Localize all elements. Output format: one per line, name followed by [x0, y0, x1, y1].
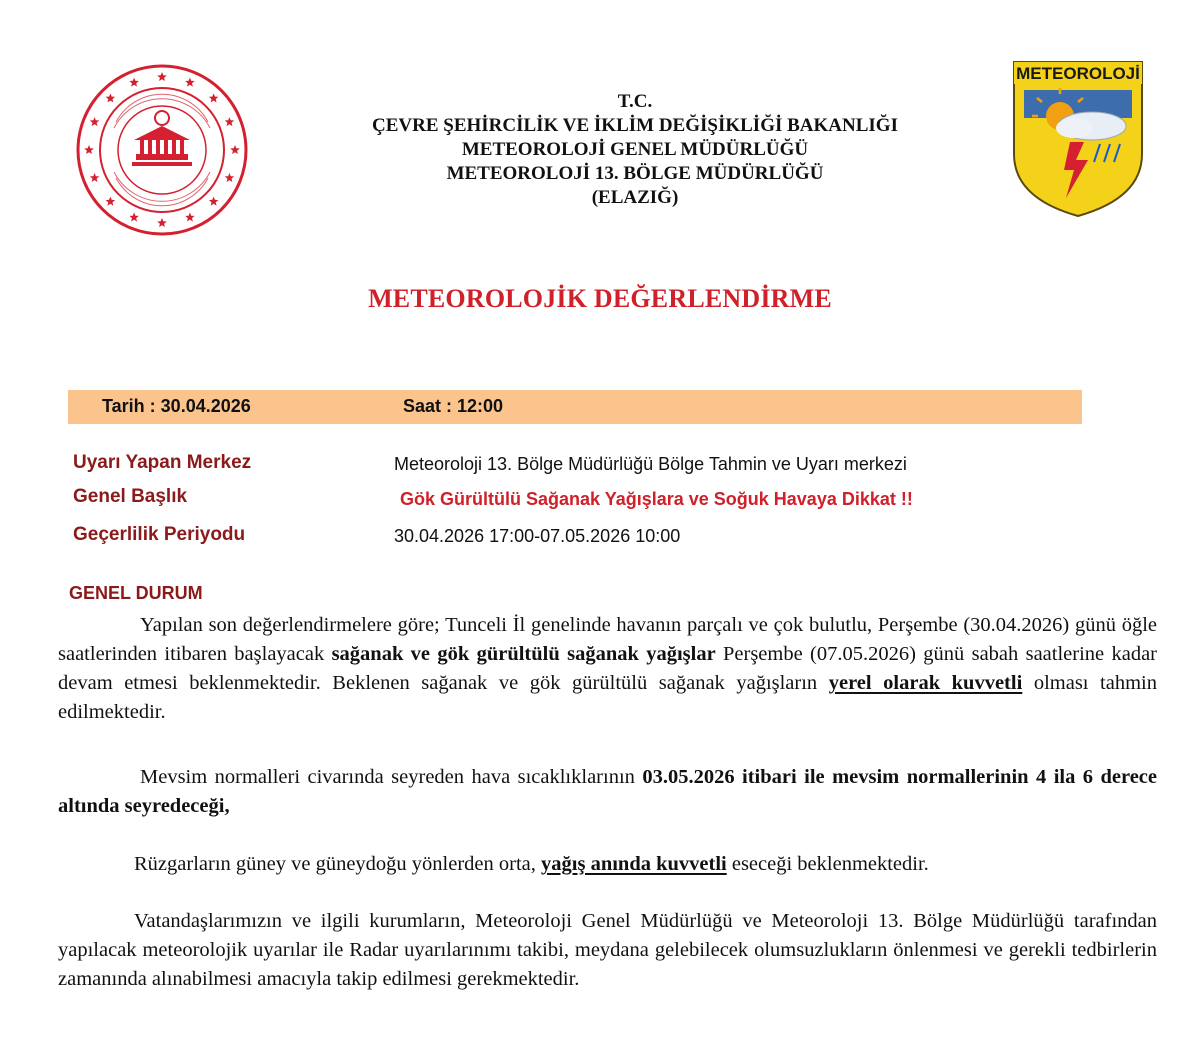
validity-period-value: 30.04.2026 17:00-07.05.2026 10:00 — [394, 526, 681, 546]
meteoroloji-emblem-logo — [1010, 58, 1146, 218]
warning-center-value: Meteoroloji 13. Bölge Müdürlüğü Bölge Tahmin ve Uyarı merkezi — [394, 454, 907, 474]
validity-period-label: Geçerlilik Periyodu — [73, 524, 246, 545]
headline-value: Gök Gürültülü Sağanak Yağışlara ve Soğuk Havaya Dikkat !! — [400, 489, 913, 509]
ministry-header — [320, 90, 950, 210]
emphasis-showers: sağanak ve gök gürültülü sağanak yağışlar — [331, 643, 716, 665]
header-line-region: METEOROLOJİ 13. BÖLGE MÜDÜRLÜĞÜ — [446, 163, 824, 184]
emphasis-temperature-drop: 03.05.2026 itibari ile mevsim normallerinin 4 ila 6 derece altında seyredeceği, — [58, 766, 1158, 817]
ministry-seal-logo — [74, 62, 250, 238]
general-situation-heading: GENEL DURUM — [69, 583, 203, 603]
date-time-bar — [68, 390, 1082, 424]
document-title: METEOROLOJİK DEĞERLENDİRME — [368, 284, 832, 313]
warning-center-label: Uyarı Yapan Merkez — [73, 452, 252, 473]
issue-time: Saat : 12:00 — [403, 396, 504, 416]
issue-date: Tarih : 30.04.2026 — [102, 396, 251, 416]
header-line-directorate: METEOROLOJİ GENEL MÜDÜRLÜĞÜ — [461, 139, 809, 160]
paragraph-wind: Rüzgarların güney ve güneydoğu yönlerden orta, yağış anında kuvvetli eseceği beklenmektedir. — [134, 853, 929, 875]
emphasis-locally-strong: yerel olarak kuvvetli — [828, 672, 1023, 694]
paragraph-temperature: Mevsim normalleri civarında seyreden hava sıcaklıklarının 03.05.2026 itibari ile mevsim normallerinin 4 ila 6 derece altında seyredeceği, — [58, 766, 1158, 817]
paragraph-advisory: Vatandaşlarımızın ve ilgili kurumların, Meteoroloji Genel Müdürlüğü ve Meteoroloji 13. Bölge Müdürlüğü tarafından yapılacak meteorolojik uyarılar ile Radar uyarılarınımı takibi, meydana gelebilecek olumsuzlukların önlenmesi ve gerekli tedbirlerin zamanında alınabilmesi amacıyla takip edilmesi gerekmektedir. — [58, 910, 1157, 990]
paragraph-forecast: Yapılan son değerlendirmelere göre; Tunceli İl genelinde havanın parçalı ve çok bulutlu, Perşembe (30.04.2026) günü öğle saatlerinden itibaren başlayacak sağanak ve gök gürültülü sağanak yağışlar Perşembe (07.05.2026) günü sabah saatlerine kadar devam etmesi beklenmektedir. Beklenen sağanak ve gök gürültülü sağanak yağışların yerel olarak kuvvetli olması tahmin edilmektedir. — [58, 614, 1157, 723]
header-line-city: (ELAZIĞ) — [591, 187, 679, 208]
headline-label: Genel Başlık — [73, 486, 188, 507]
header-line-ministry: ÇEVRE ŞEHİRCİLİK VE İKLİM DEĞİŞİKLİĞİ BAKANLIĞI — [372, 115, 898, 136]
svg-text:METEOROLOJİ: METEOROLOJİ — [1016, 64, 1140, 83]
emphasis-strong-wind: yağış anında kuvvetli — [541, 853, 727, 875]
header-line-tc: T.C. — [617, 91, 653, 112]
